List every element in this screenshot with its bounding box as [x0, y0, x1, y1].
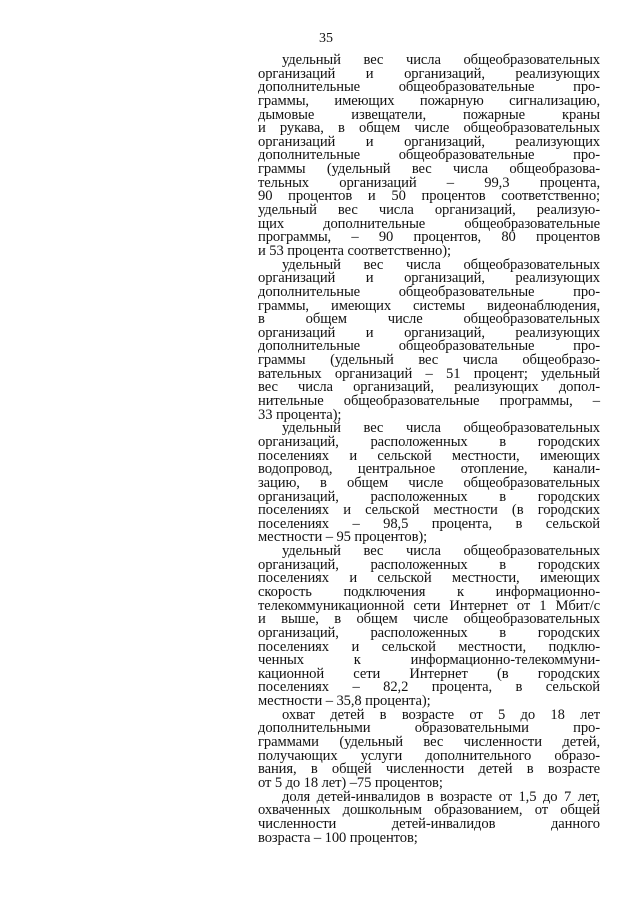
text-line: дополнительные общеобразовательные про-: [258, 147, 600, 164]
text-line: удельный вес числа общеобразовательных: [282, 256, 600, 273]
text-line: поселениях – 82,2 процента, в сельской: [258, 679, 600, 696]
text-line: удельный вес числа общеобразовательных: [282, 52, 600, 68]
text-line: численности детей-инвалидов данного: [258, 815, 600, 832]
text-line: и рукава, в общем числе общеобразовательных: [258, 120, 600, 137]
text-line: поселениях – 98,5 процента, в сельской: [258, 515, 600, 532]
text-line: поселениях и сельской местности, подклю-: [258, 638, 600, 655]
text-line: тельных организаций – 99,3 процента,: [258, 174, 600, 191]
text-line: возраста – 100 процентов;: [258, 829, 418, 846]
text-line: охват детей в возрасте от 5 до 18 лет: [282, 706, 600, 723]
text-line: программы, – 90 процентов, 80 процентов: [258, 229, 600, 246]
text-line: удельный вес числа организаций, реализую-: [258, 202, 600, 219]
text-line: вательных организаций – 51 процент; удельный: [258, 365, 600, 382]
paragraph: [258, 256, 600, 423]
text-line: зацию, в общем числе общеобразовательных: [258, 474, 600, 491]
text-line: телекоммуникационной сети Интернет от 1 Мбит/с: [258, 597, 600, 614]
paragraph: [258, 706, 600, 791]
text-line: организаций, расположенных в городских: [258, 624, 600, 641]
text-line: дополнительные общеобразовательные про-: [258, 338, 600, 355]
page-number: 35: [319, 31, 333, 46]
text-line: организаций, расположенных в городских: [258, 488, 600, 505]
text-line: щих дополнительные общеобразовательные: [258, 215, 600, 232]
paragraph: [258, 545, 600, 709]
text-line: водопровод, центральное отопление, канали-: [258, 461, 600, 478]
text-line: организаций, расположенных в городских: [258, 433, 600, 450]
text-line: граммами (удельный вес численности детей,: [258, 734, 600, 751]
text-line: поселениях и сельской местности, имеющих: [258, 447, 600, 464]
text-line: местности – 35,8 процента);: [258, 693, 431, 710]
paragraph: [258, 788, 600, 846]
text-line: дополнительные общеобразовательные про-: [258, 79, 600, 96]
text-line: граммы, имеющих системы видеонаблюдения,: [258, 297, 600, 314]
text-line: ченных к информационно-телекоммуни-: [258, 652, 600, 669]
text-line: организаций и организаций, реализующих: [258, 270, 600, 287]
text-line: нительные общеобразовательные программы, –: [258, 393, 600, 410]
text-line: удельный вес числа общеобразовательных: [282, 420, 600, 437]
text-line: и выше, в общем числе общеобразовательных: [258, 611, 600, 628]
text-line: 90 процентов и 50 процентов соответственно;: [258, 188, 600, 205]
text-line: в общем числе общеобразовательных: [258, 311, 600, 328]
text-line: вес числа организаций, реализующих допол-: [258, 379, 600, 396]
text-line: дополнительными образовательными про-: [258, 720, 600, 737]
text-line: местности – 95 процентов);: [258, 529, 428, 546]
text-line: удельный вес числа общеобразовательных: [282, 543, 600, 560]
text-line: организаций и организаций, реализующих: [258, 65, 600, 82]
text-line: дымовые извещатели, пожарные краны: [258, 106, 600, 123]
text-line: граммы, имеющих пожарную сигнализацию,: [258, 92, 600, 109]
text-line: и 53 процента соответственно);: [258, 242, 451, 259]
text-line: поселениях и сельской местности (в городских: [258, 502, 600, 519]
text-line: от 5 до 18 лет) –75 процентов;: [258, 774, 443, 791]
text-line: дополнительные общеобразовательные про-: [258, 283, 600, 300]
text-line: доля детей-инвалидов в возрасте от 1,5 до 7 лет,: [282, 788, 600, 805]
paragraph: [258, 422, 600, 545]
text-line: кационной сети Интернет (в городских: [258, 665, 600, 682]
paragraph: [258, 54, 600, 259]
text-line: получающих услуги дополнительного образо-: [258, 747, 600, 764]
text-line: граммы (удельный вес числа общеобразо-: [258, 352, 600, 369]
text-line: организаций, расположенных в городских: [258, 556, 600, 573]
text-line: охваченных дошкольным образованием, от общей: [258, 802, 600, 819]
text-line: организаций и организаций, реализующих: [258, 133, 600, 150]
text-line: вания, в общей численности детей в возрасте: [258, 761, 600, 778]
text-line: граммы (удельный вес числа общеобразова-: [258, 161, 600, 178]
document-body: [258, 54, 600, 845]
text-line: организаций и организаций, реализующих: [258, 324, 600, 341]
text-line: поселениях и сельской местности, имеющих: [258, 570, 600, 587]
text-line: 33 процента);: [258, 406, 342, 423]
text-line: скорость подключения к информационно-: [258, 583, 600, 600]
